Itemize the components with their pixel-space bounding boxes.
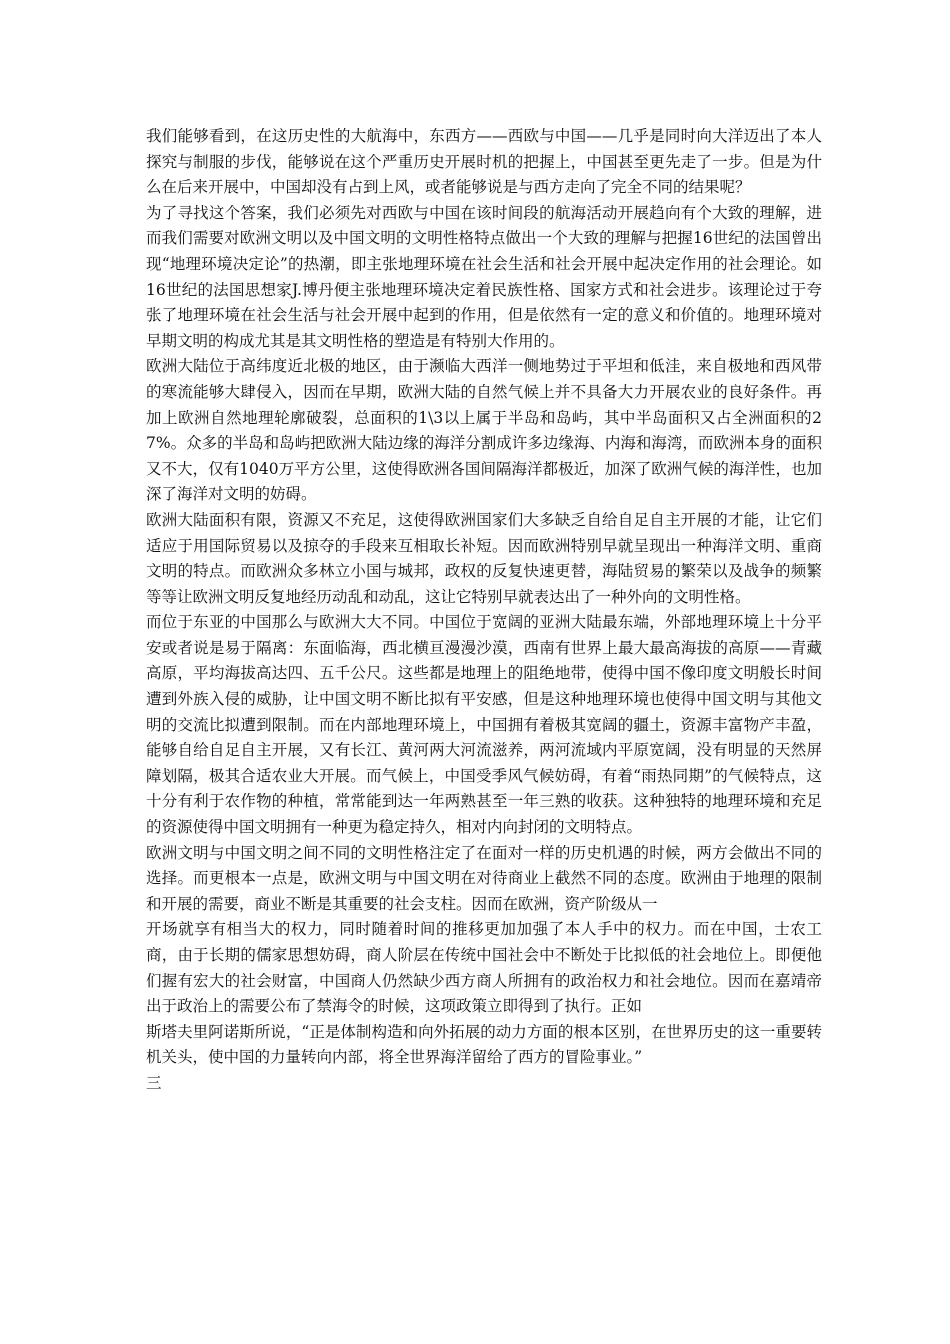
document-body [146, 124, 822, 1097]
paragraph-6: 欧洲文明与中国文明之间不同的文明性格注定了在面对一样的历史机遇的时候，两方会做出不同的选择。而更根本一点是，欧洲文明与中国文明在对待商业上截然不同的态度。欧洲由于地理的限制和开展的需要，商业不断是其重要的社会支柱。因而在欧洲，资产阶级从一 [146, 843, 822, 913]
paragraph-7: 开场就享有相当大的权力，同时随着时间的推移更加加强了本人手中的权力。而在中国，士农工商，由于长期的儒家思想妨碍，商人阶层在传统中国社会中不断处于比拟低的社会地位上。即便他们握有宏大的社会财富，中国商人仍然缺少西方商人所拥有的政治权力和社会地位。因而在嘉靖帝出于政治上的需要公布了禁海令的时候，这项政策立即得到了执行。正如 [146, 920, 822, 1016]
paragraph-3: 欧洲大陆位于高纬度近北极的地区，由于濒临大西洋一侧地势过于平坦和低洼，来自极地和西风带的寒流能够大肆侵入，因而在早期，欧洲大陆的自然气候上并不具备大力开展农业的良好条件。再加上欧洲自然地理轮廓破裂，总面积的1\3以上属于半岛和岛屿，其中半岛面积又占全洲面积的27%。众多的半岛和岛屿把欧洲大陆边缘的海洋分割成许多边缘海、内海和海湾，而欧洲本身的面积又不大，仅有1040万平方公里，这使得欧洲各国间隔海洋都极近，加深了欧洲气候的海洋性，也加深了海洋对文明的妨碍。 [146, 357, 822, 504]
paragraph-4: 欧洲大陆面积有限，资源又不充足，这使得欧洲国家们大多缺乏自给自足自主开展的才能，让它们适应于用国际贸易以及掠夺的手段来互相取长补短。因而欧洲特别早就呈现出一种海洋文明、重商文明的特点。而欧洲众多林立小国与城邦，政权的反复快速更替，海陆贸易的繁荣以及战争的频繁等等让欧洲文明反复地经历动乱和动乱，这让它特别早就表达出了一种外向的文明性格。 [146, 510, 822, 606]
paragraph-2: 为了寻找这个答案，我们必须先对西欧与中国在该时间段的航海活动开展趋向有个大致的理解，进而我们需要对欧洲文明以及中国文明的文明性格特点做出一个大致的理解与把握16世纪的法国曾出现“地理环境决定论”的热潮，即主张地理环境在社会生活和社会开展中起决定作用的社会理论。如16世纪的法国思想家J.博丹便主张地理环境决定着民族性格、国家方式和社会进步。该理论过于夸张了地理环境在社会生活与社会开展中起到的作用，但是依然有一定的意义和价值的。地理环境对早期文明的构成尤其是其文明性格的塑造是有特别大作用的。 [146, 203, 822, 350]
paragraph-1: 我们能够看到，在这历史性的大航海中，东西方——西欧与中国——几乎是同时向大洋迈出了本人探究与制服的步伐，能够说在这个严重历史开展时机的把握上，中国甚至更先走了一步。但是为什么在后来开展中，中国却没有占到上风，或者能够说是与西方走向了完全不同的结果呢？ [146, 127, 822, 197]
paragraph-8: 斯塔夫里阿诺斯所说，“正是体制构造和向外拓展的动力方面的根本区别，在世界历史的这一重要转机关头，使中国的力量转向内部，将全世界海洋留给了西方的冒险事业。” [146, 1022, 822, 1067]
paragraph-5: 而位于东亚的中国那么与欧洲大大不同。中国位于宽阔的亚洲大陆最东端，外部地理环境上十分平安或者说是易于隔离：东面临海，西北横亘漫漫沙漠，西南有世界上最大最高海拔的高原——青藏高原，平均海拔高达四、五千公尺。这些都是地理上的阻绝地带，使得中国不像印度文明般长时间遭到外族入侵的威胁，让中国文明不断比拟有平安感，但是这种地理环境也使得中国文明与其他文明的交流比拟遭到限制。而在内部地理环境上，中国拥有着极其宽阔的疆土，资源丰富物产丰盈，能够自给自足自主开展，又有长江、黄河两大河流滋养，两河流域内平原宽阔，没有明显的天然屏障划隔，极其合适农业大开展。而气候上，中国受季风气候妨碍，有着“雨热同期”的气候特点，这十分有利于农作物的种植，常常能到达一年两熟甚至一年三熟的收获。这种独特的地理环境和充足的资源使得中国文明拥有一种更为稳定持久，相对内向封闭的文明特点。 [146, 613, 822, 837]
section-heading-three: 三 [146, 1073, 162, 1092]
